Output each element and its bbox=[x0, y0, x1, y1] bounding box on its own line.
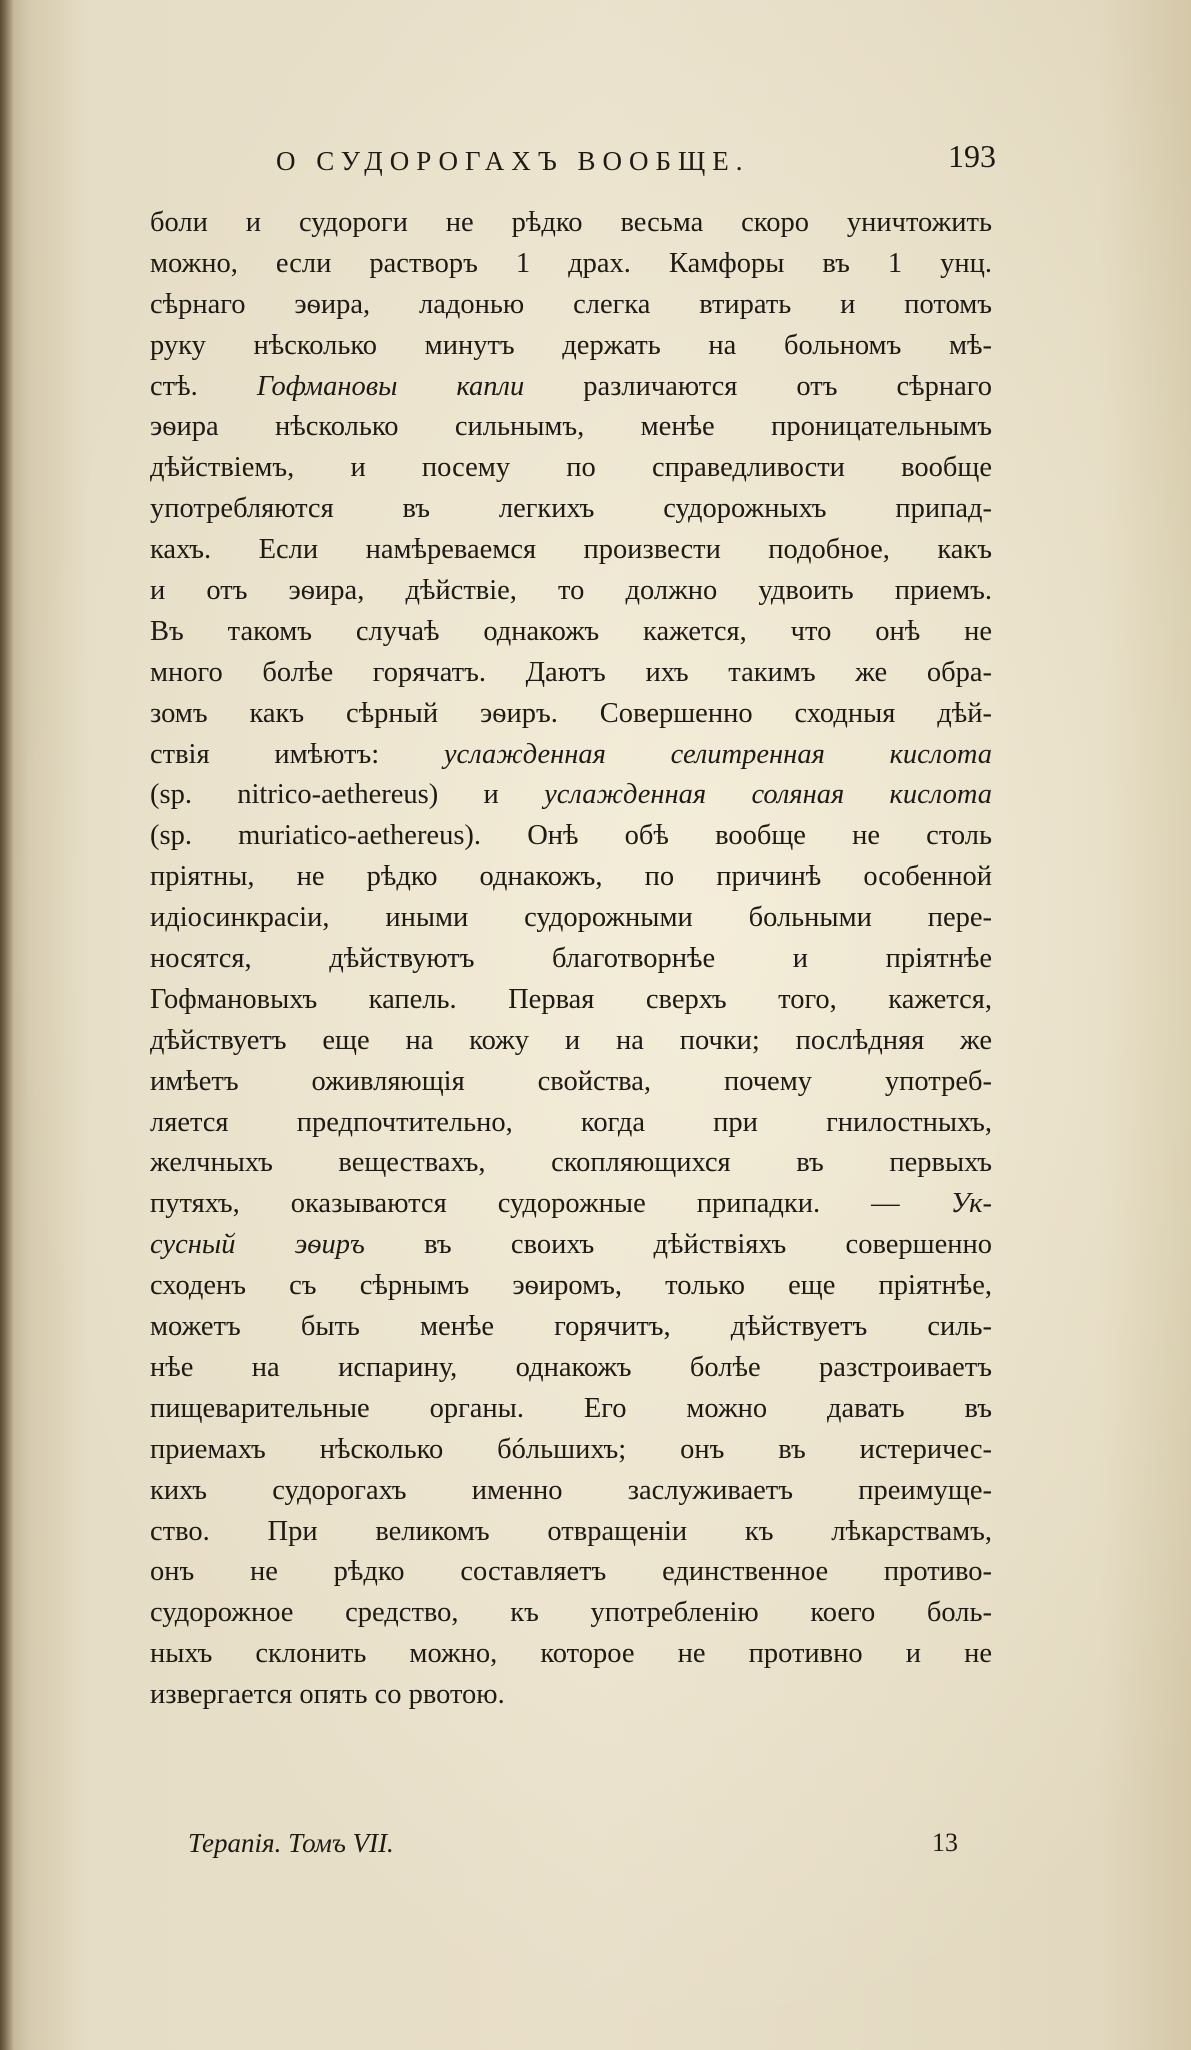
text-line bbox=[150, 571, 992, 612]
text-line bbox=[150, 1512, 992, 1553]
text-line bbox=[150, 694, 992, 735]
text-line bbox=[150, 857, 992, 898]
text-segment: дѣйствуетъ еще на кожу и на почки; послѣдняя же bbox=[150, 1024, 992, 1056]
text-segment: сходенъ съ сѣрнымъ эѳиромъ, только еще пріятнѣе, bbox=[150, 1270, 992, 1302]
italic-term: Гофмановы капли bbox=[256, 370, 525, 402]
text-line bbox=[150, 1389, 992, 1430]
text-line bbox=[150, 448, 992, 489]
text-segment: ство. При великомъ отвращеніи къ лѣкарствамъ, bbox=[150, 1515, 992, 1547]
text-segment: ляется предпочтительно, когда при гнилостныхъ, bbox=[150, 1106, 992, 1138]
text-segment: имѣетъ оживляющія свойства, почему употреб- bbox=[150, 1065, 992, 1097]
text-line bbox=[150, 244, 992, 285]
text-segment: кахъ. Если намѣреваемся произвести подобное, какъ bbox=[150, 534, 992, 566]
body-text bbox=[150, 203, 992, 1716]
text-segment: зомъ какъ сѣрный эѳиръ. Совершенно сходныя дѣй- bbox=[150, 697, 992, 729]
text-segment: судорожное средство, къ употребленію коего боль- bbox=[150, 1597, 992, 1629]
text-segment: въ своихъ дѣйствіяхъ совершенно bbox=[364, 1229, 992, 1261]
text-segment: Въ такомъ случаѣ однакожъ кажется, что онѣ не bbox=[150, 615, 992, 647]
text-line bbox=[150, 407, 992, 448]
text-line bbox=[150, 980, 992, 1021]
text-line bbox=[150, 367, 992, 408]
text-segment: носятся, дѣйствуютъ благотворнѣе и пріятнѣе bbox=[150, 943, 992, 975]
text-segment: онъ не рѣдко составляетъ единственное противо- bbox=[150, 1556, 992, 1588]
text-line bbox=[150, 1552, 992, 1593]
italic-term: сусный эѳиръ bbox=[150, 1229, 365, 1261]
text-line bbox=[150, 1103, 992, 1144]
text-line bbox=[150, 1593, 992, 1634]
running-head: О СУДОРОГАХЪ ВООБЩЕ. bbox=[276, 146, 750, 176]
text-line bbox=[150, 735, 992, 776]
text-segment: можетъ быть менѣе горячитъ, дѣйствуетъ силь- bbox=[150, 1311, 992, 1343]
text-line bbox=[150, 1348, 992, 1389]
text-line bbox=[150, 203, 992, 244]
text-segment: путяхъ, оказываются судорожные припадки. — bbox=[150, 1188, 951, 1220]
text-segment: извергается опять со рвотою. bbox=[150, 1679, 505, 1711]
page-header bbox=[276, 138, 996, 188]
text-line bbox=[150, 775, 992, 816]
text-line bbox=[150, 489, 992, 530]
text-segment: (sp. muriatico-aethereus). Онѣ обѣ вообще не столь bbox=[150, 820, 992, 852]
page-edge-shadow bbox=[0, 0, 14, 2050]
page-number: 193 bbox=[948, 138, 996, 174]
text-segment: (sp. nitrico-aethereus) и bbox=[150, 779, 545, 811]
text-line bbox=[150, 1430, 992, 1471]
sheet-number: 13 bbox=[932, 1828, 958, 1857]
text-segment: боли и судороги не рѣдко весьма скоро уничтожить bbox=[150, 207, 992, 238]
italic-term: услажденная селитренная кислота bbox=[443, 738, 992, 770]
printer-signature: Терапія. Томъ VII. bbox=[188, 1828, 394, 1858]
text-line bbox=[150, 326, 992, 367]
italic-term: Ук- bbox=[950, 1188, 992, 1220]
text-line bbox=[150, 1471, 992, 1512]
text-line bbox=[150, 898, 992, 939]
text-segment: употребляются въ легкихъ судорожныхъ припад- bbox=[150, 493, 992, 525]
text-line bbox=[150, 1062, 992, 1103]
text-line bbox=[150, 1266, 992, 1307]
text-segment: ныхъ склонить можно, которое не противно и не bbox=[150, 1638, 992, 1670]
text-segment: нѣе на испарину, однакожъ болѣе разстроиваетъ bbox=[150, 1351, 992, 1383]
text-segment: желчныхъ веществахъ, скопляющихся въ первыхъ bbox=[150, 1147, 992, 1179]
text-line bbox=[150, 1675, 992, 1716]
text-segment: Гофмановыхъ капель. Первая сверхъ того, кажется, bbox=[150, 983, 992, 1015]
text-line bbox=[150, 530, 992, 571]
page-footer bbox=[188, 1828, 958, 1868]
text-line bbox=[150, 816, 992, 857]
text-segment: эѳира нѣсколько сильнымъ, менѣе проницательнымъ bbox=[150, 411, 992, 443]
text-segment: можно, если растворъ 1 драх. Камфоры въ 1 унц. bbox=[150, 247, 992, 279]
text-segment: идіосинкрасіи, иными судорожными больными пере- bbox=[150, 902, 992, 934]
text-line bbox=[150, 1307, 992, 1348]
text-segment: и отъ эѳира, дѣйствіе, то должно удвоить приемъ. bbox=[150, 575, 992, 607]
text-segment: различаются отъ сѣрнаго bbox=[524, 370, 992, 402]
text-line bbox=[150, 285, 992, 326]
text-line bbox=[150, 1184, 992, 1225]
text-line bbox=[150, 1143, 992, 1184]
text-segment: приемахъ нѣсколько бóльшихъ; онъ въ истеричес- bbox=[150, 1433, 992, 1465]
text-line bbox=[150, 612, 992, 653]
text-line bbox=[150, 653, 992, 694]
text-segment: руку нѣсколько минутъ держать на больномъ мѣ- bbox=[150, 329, 992, 361]
text-segment: дѣйствіемъ, и посему по справедливости вообще bbox=[150, 452, 992, 484]
text-line bbox=[150, 1225, 992, 1266]
text-segment: кихъ судорогахъ именно заслуживаетъ преимуще- bbox=[150, 1474, 992, 1506]
text-segment: много болѣе горячатъ. Даютъ ихъ такимъ же обра- bbox=[150, 656, 992, 688]
text-segment: ствія имѣютъ: bbox=[150, 738, 444, 770]
text-line bbox=[150, 1021, 992, 1062]
italic-term: услажденная соляная кислота bbox=[544, 779, 992, 811]
text-segment: пищеварительные органы. Его можно давать въ bbox=[150, 1392, 992, 1424]
text-line bbox=[150, 939, 992, 980]
text-segment: пріятны, не рѣдко однакожъ, по причинѣ особенной bbox=[150, 861, 992, 893]
text-segment: стѣ. bbox=[150, 370, 257, 402]
text-segment: сѣрнаго эѳира, ладонью слегка втирать и потомъ bbox=[150, 288, 992, 320]
text-line bbox=[150, 1634, 992, 1675]
